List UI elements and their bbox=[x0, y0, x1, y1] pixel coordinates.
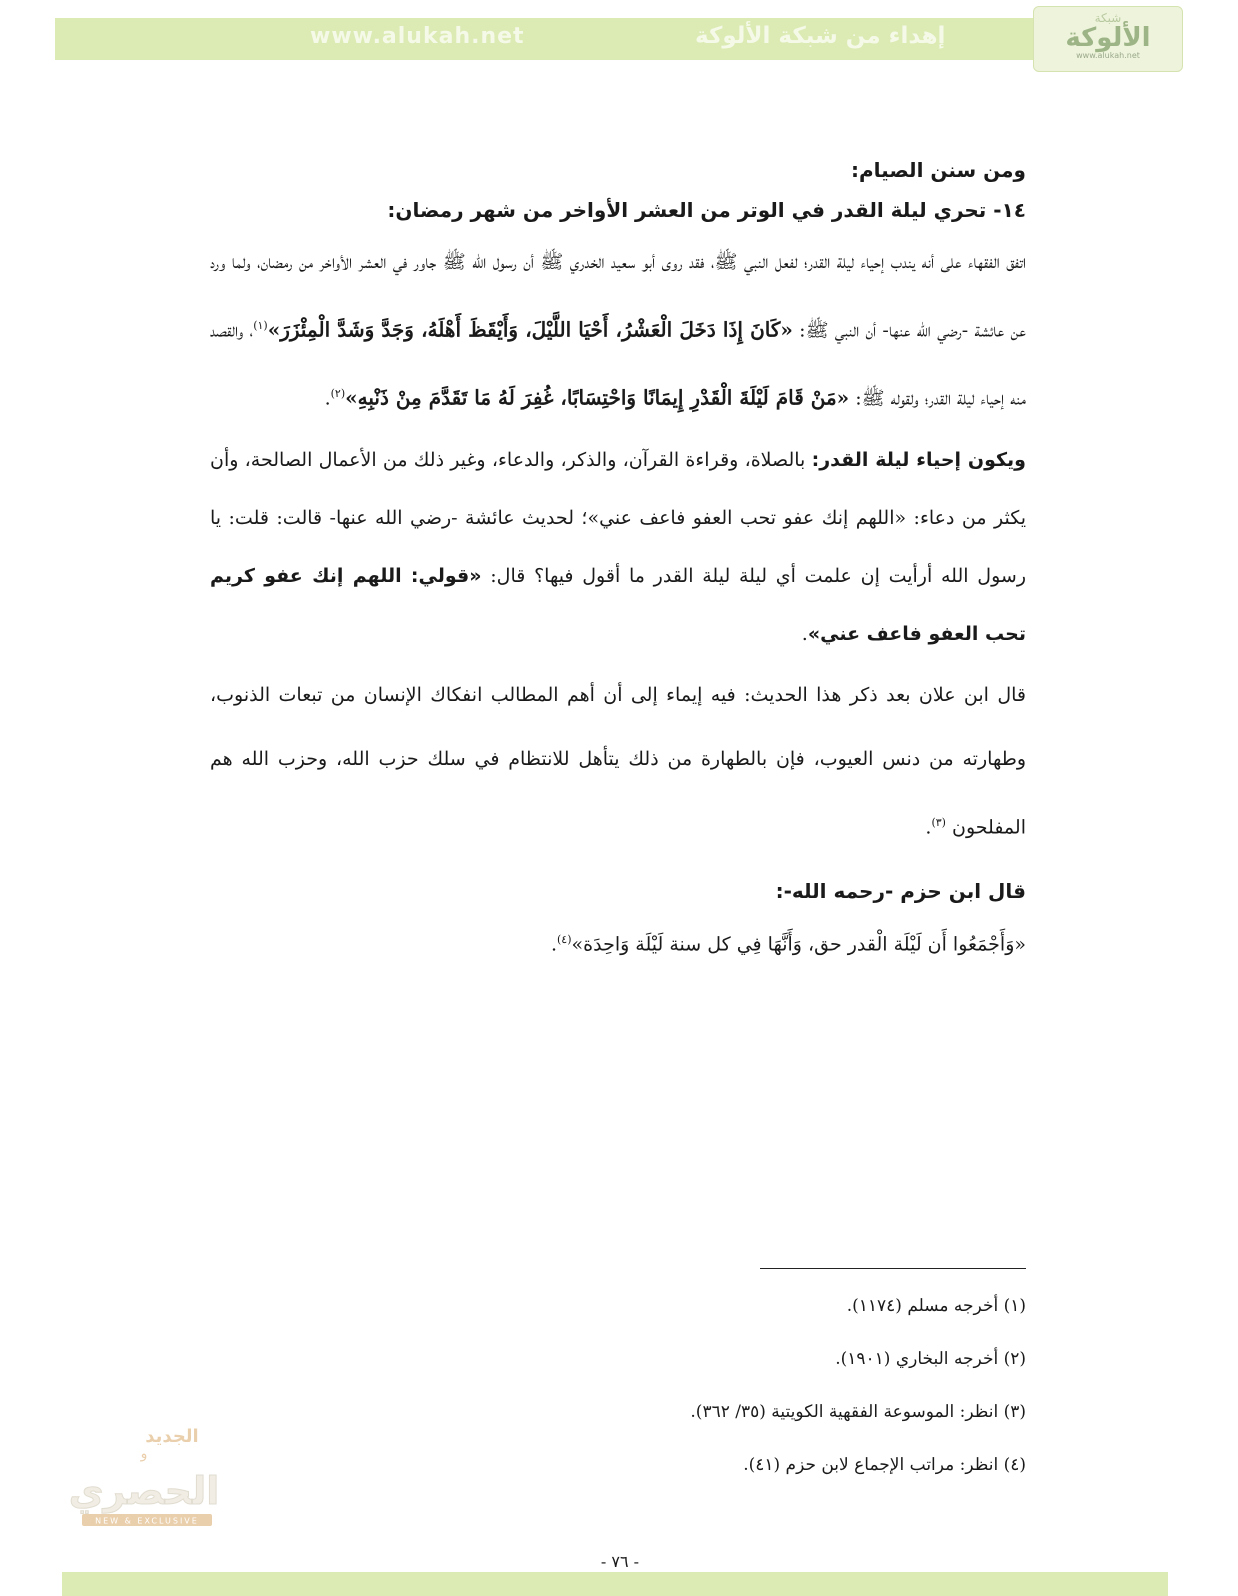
logo-main-text: الألوكة bbox=[1065, 23, 1151, 53]
page-number: - ٧٦ - bbox=[600, 1552, 640, 1571]
section-heading: ومن سنن الصيام: bbox=[851, 158, 1026, 182]
stamp-word-new: الجديد bbox=[145, 1426, 199, 1447]
footnotes bbox=[500, 1280, 1026, 1492]
paragraph-2-lead: ويكون إحياء ليلة القدر: bbox=[811, 448, 1026, 471]
ibn-hazm-quote: «وَأَجْمَعُوا أَن لَيْلَة الْقدر حق، وَأَنَّهَا فِي كل سنة لَيْلَة وَاحِدَة» bbox=[571, 933, 1026, 956]
topic-heading: ١٤- تحري ليلة القدر في الوتر من العشر الأواخر من شهر رمضان: bbox=[387, 198, 1026, 222]
footnote-divider bbox=[760, 1268, 1026, 1269]
paragraph-3-end: . bbox=[925, 815, 932, 838]
stamp-word-and: و bbox=[140, 1446, 148, 1462]
main-content bbox=[210, 150, 1026, 973]
footnote-ref-3[interactable]: (٣) bbox=[931, 815, 946, 829]
paragraph-3-text: قال ابن علان بعد ذكر هذا الحديث: فيه إيماء إلى أن أهم المطالب انفكاك الإنسان من تبعات الذنوب، وطهارته من دنس العيوب، فإن بالطهارة من ذلك يتأهل للانتظام في سلك حزب الله، وحزب الله هم المفلحون bbox=[210, 683, 1026, 838]
paragraph-2 bbox=[210, 431, 1026, 663]
site-url[interactable]: www.alukah.net bbox=[310, 24, 525, 49]
footnote-2: (٢) أخرجه البخاري (١٩٠١). bbox=[835, 1349, 1026, 1369]
footnote-ref-1[interactable]: (١) bbox=[253, 319, 268, 332]
logo-url-text: www.alukah.net bbox=[1076, 51, 1140, 60]
footnote-4: (٤) انظر: مراتب الإجماع لابن حزم (٤١). bbox=[743, 1455, 1026, 1475]
new-exclusive-stamp bbox=[52, 1418, 222, 1533]
hadith-2: «مَنْ قَامَ لَيْلَةَ الْقَدْرِ إِيمَانًا وَاحْتِسَابًا، غُفِرَ لَهُ مَا تَقَدَّمَ مِنْ ذَنْبِهِ» bbox=[345, 385, 850, 410]
paragraph-3 bbox=[210, 663, 1026, 859]
paragraph-1 bbox=[210, 230, 1026, 431]
stamp-word-exclusive: الحصري bbox=[68, 1469, 220, 1513]
header-banner bbox=[55, 11, 1183, 60]
alukah-logo[interactable] bbox=[1033, 6, 1183, 72]
hadith-1: «كَانَ إِذَا دَخَلَ الْعَشْرُ، أَحْيَا اللَّيْلَ، وَأَيْقَظَ أَهْلَهُ، وَجَدَّ وَشَدَّ الْمِئْزَرَ» bbox=[267, 317, 793, 342]
footnote-3: (٣) انظر: الموسوعة الفقهية الكويتية (٣٥/ ٣٦٢). bbox=[690, 1402, 1026, 1422]
paragraph-4-end: . bbox=[550, 933, 557, 956]
dua-quote: «قولي: اللهم إنك عفو كريم تحب العفو فاعف عني» bbox=[210, 564, 1026, 645]
quote-heading: قال ابن حزم -رحمه الله-: bbox=[775, 878, 1026, 903]
footer-bar bbox=[62, 1572, 1168, 1596]
paragraph-2-text: بالصلاة، وقراءة القرآن، والذكر، والدعاء، وغير ذلك من الأعمال الصالحة، وأن يكثر من دعاء: «اللهم إنك عفو تحب العفو فاعف عني»؛ لحديث عائشة -رضي الله عنها- قالت: قلت: يا رسول الله أرأيت إن علمت أي ليلة ليلة القدر ما أقول فيها؟ قال: bbox=[210, 448, 1026, 587]
footnote-ref-2[interactable]: (٢) bbox=[330, 387, 346, 401]
paragraph-2-end: . bbox=[801, 622, 808, 645]
footnote-ref-4[interactable]: (٤) bbox=[557, 932, 572, 946]
paragraph-1-end: . bbox=[324, 387, 331, 410]
logo-top-text: شبكة bbox=[1094, 11, 1122, 25]
footnote-1: (١) أخرجه مسلم (١١٧٤). bbox=[846, 1296, 1026, 1316]
gift-text: إهداء من شبكة الألوكة bbox=[695, 23, 946, 49]
paragraph-4 bbox=[210, 911, 1026, 973]
paragraph-1-continued: ، والقصد منه إحياء ليلة القدر؛ ولقوله ﷺ: bbox=[210, 319, 1026, 410]
paragraph-1-text: اتفق الفقهاء على أنه يندب إحياء ليلة القدر؛ لفعل النبي ﷺ، فقد روى أبو سعيد الخدري ﷺ أن رسول الله ﷺ جاور في العشر الأواخر من رمضان، ولما ورد عن عائشة -رضي الله عنها- أن النبي ﷺ: bbox=[210, 251, 1026, 342]
stamp-caption: NEW & EXCLUSIVE bbox=[95, 1516, 199, 1526]
